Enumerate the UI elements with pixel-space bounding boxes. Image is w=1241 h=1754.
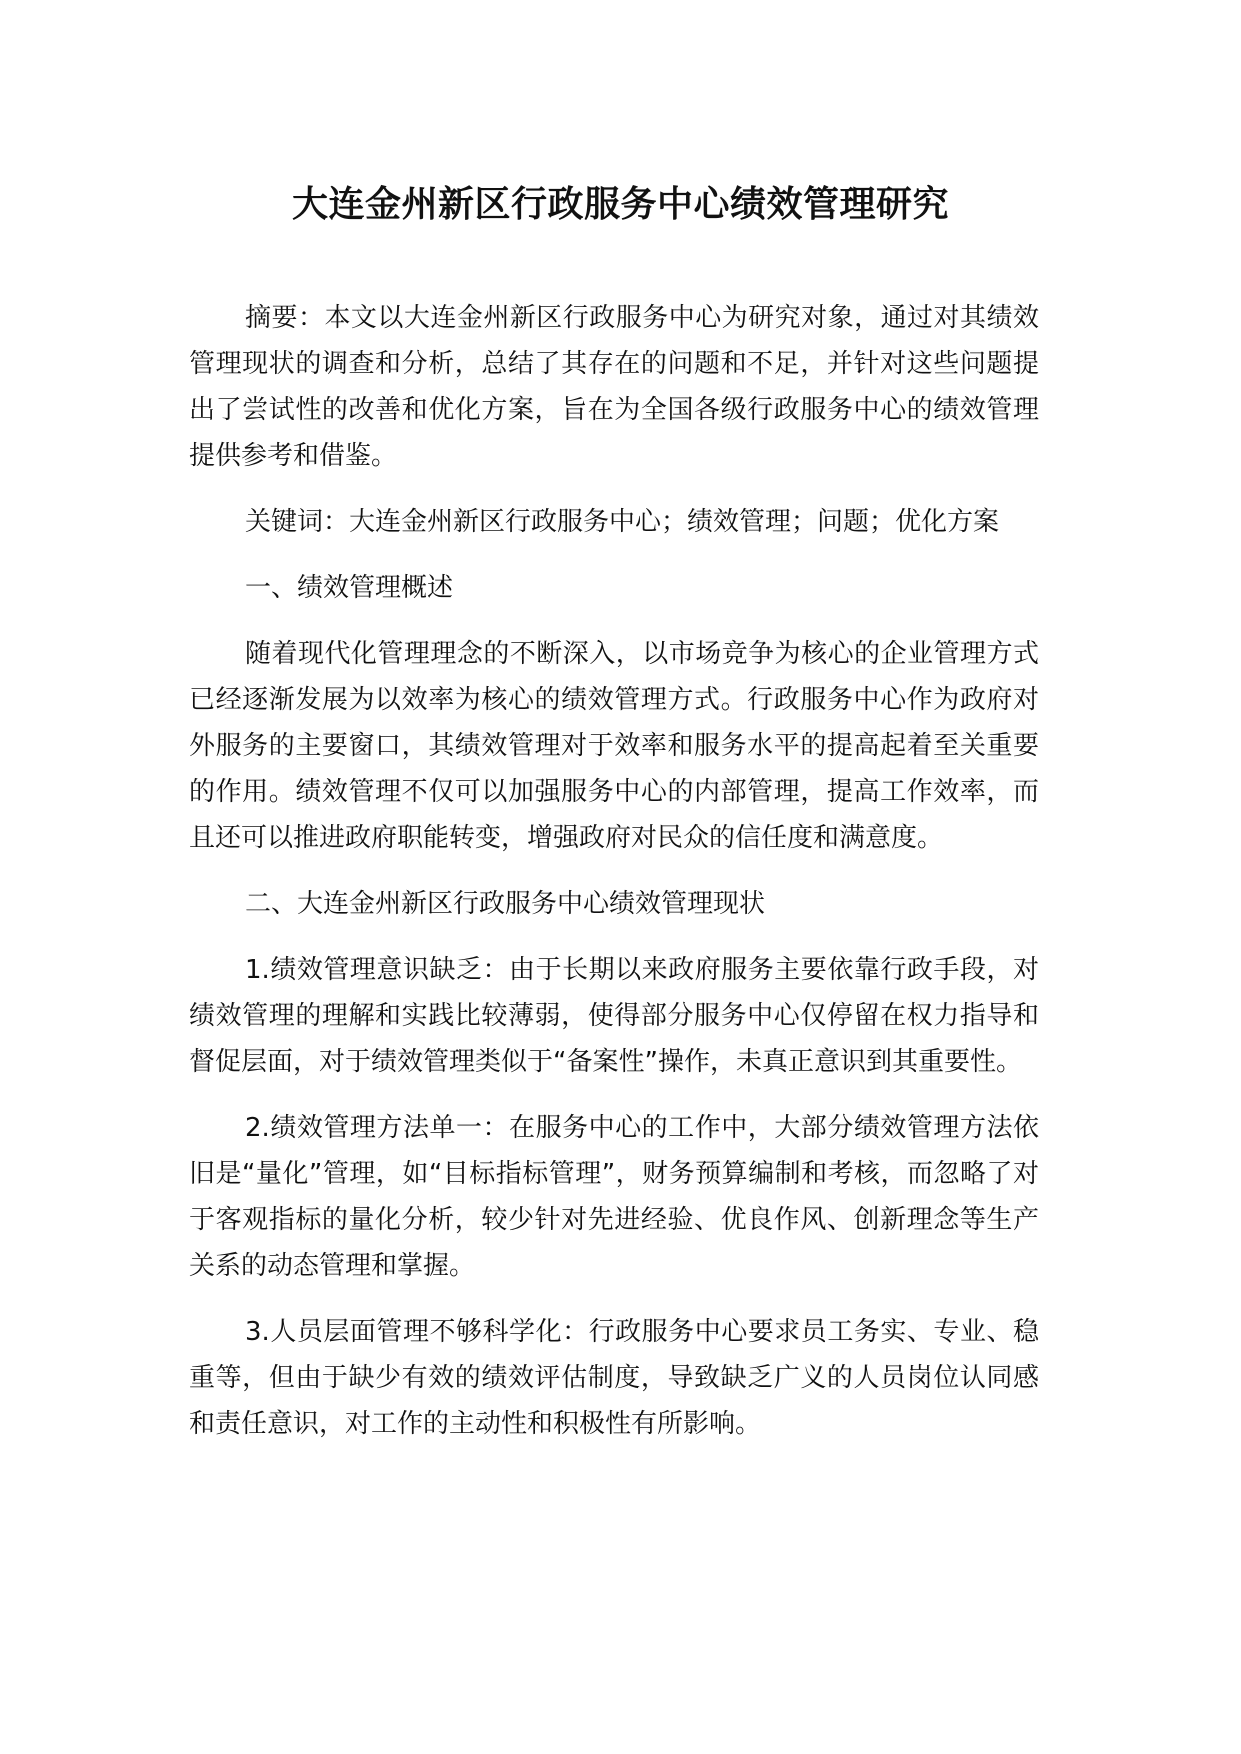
section-heading-1: 一、绩效管理概述 <box>245 573 454 603</box>
document-title: 大连金州新区行政服务中心绩效管理研究 <box>291 184 949 225</box>
document-body <box>189 295 1039 1467</box>
abstract-paragraph: 摘要：本文以大连金州新区行政服务中心为研究对象，通过对其绩效管理现状的调查和分析，总结了其存在的问题和不足，并针对这些问题提出了尝试性的改善和优化方案，旨在为全国各级行政服务中心的绩效管理提供参考和借鉴。 <box>189 303 1039 471</box>
section-heading-2: 二、大连金州新区行政服务中心绩效管理现状 <box>245 889 766 919</box>
section-1-paragraph: 随着现代化管理理念的不断深入，以市场竞争为核心的企业管理方式已经逐渐发展为以效率为核心的绩效管理方式。行政服务中心作为政府对外服务的主要窗口，其绩效管理对于效率和服务水平的提高起着至关重要的作用。绩效管理不仅可以加强服务中心的内部管理，提高工作效率，而且还可以推进政府职能转变，增强政府对民众的信任度和满意度。 <box>189 639 1039 853</box>
keywords-paragraph: 关键词：大连金州新区行政服务中心；绩效管理；问题；优化方案 <box>245 507 1000 537</box>
item-2-paragraph: 2.绩效管理方法单一：在服务中心的工作中，大部分绩效管理方法依旧是“量化”管理，如“目标指标管理”，财务预算编制和考核，而忽略了对于客观指标的量化分析，较少针对先进经验、优良作风、创新理念等生产关系的动态管理和掌握。 <box>189 1113 1039 1281</box>
item-3-paragraph: 3.人员层面管理不够科学化：行政服务中心要求员工务实、专业、稳重等，但由于缺少有效的绩效评估制度，导致缺乏广义的人员岗位认同感和责任意识，对工作的主动性和积极性有所影响。 <box>189 1317 1039 1439</box>
item-1-paragraph: 1.绩效管理意识缺乏：由于长期以来政府服务主要依靠行政手段，对绩效管理的理解和实践比较薄弱，使得部分服务中心仅停留在权力指导和督促层面，对于绩效管理类似于“备案性”操作，未真正意识到其重要性。 <box>189 955 1039 1077</box>
